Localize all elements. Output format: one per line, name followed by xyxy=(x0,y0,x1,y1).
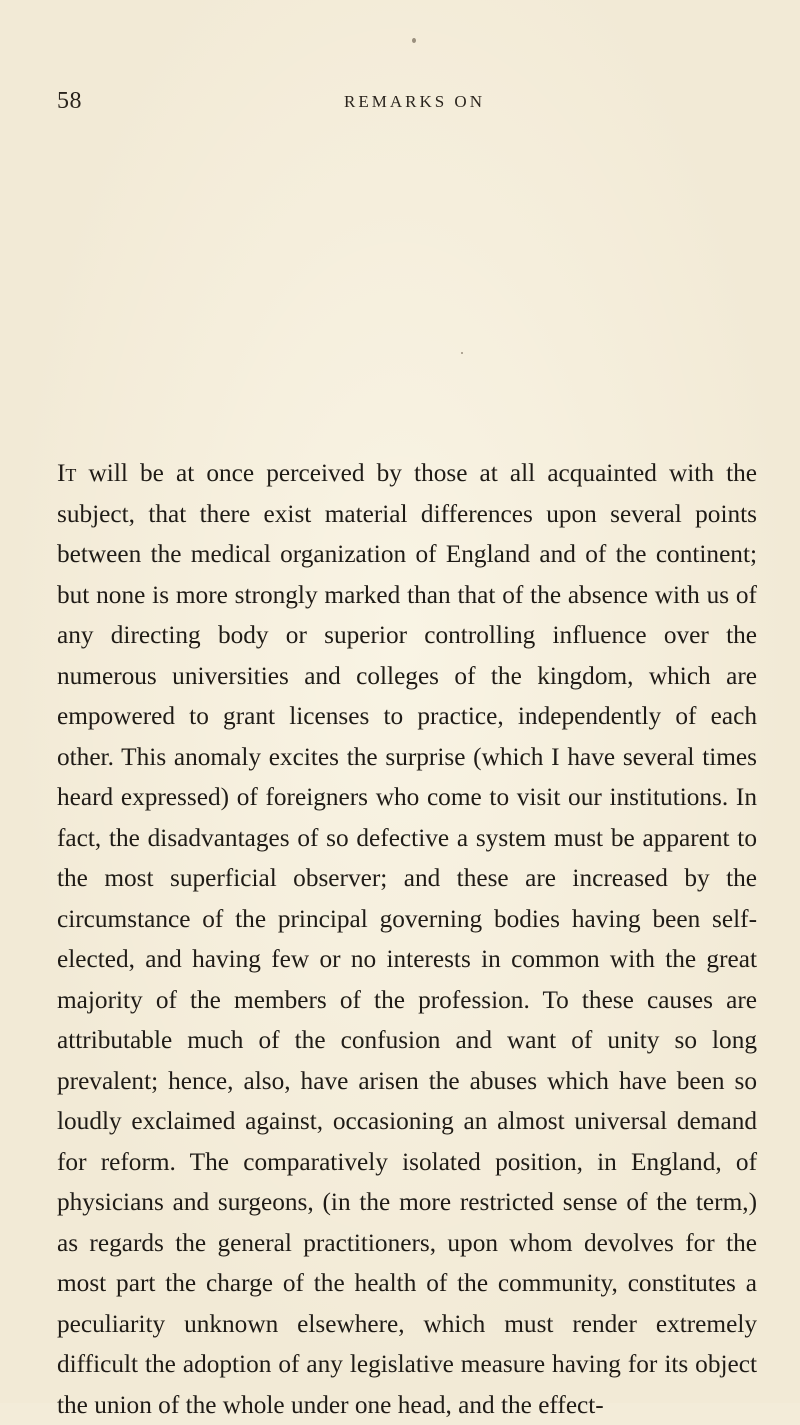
lead-word: It xyxy=(57,459,77,487)
paper-speck xyxy=(461,352,463,354)
body-paragraph xyxy=(57,453,757,1425)
paper-speck xyxy=(412,38,416,43)
page-number: 58 xyxy=(57,88,82,114)
running-head: REMARKS ON xyxy=(344,92,485,111)
paragraph-text: will be at once perceived by those at all acquainted with the subject, that there exist material differences upon several points between the medical organization of England and of the continent; but none is more strongly marked than that of the absence with us of any directing body or superior controlling influence over the numerous universities and colleges of the kingdom, which are empowered to grant licenses to practice, independently of each other. This anomaly excites the surprise (which I have several times heard expressed) of foreigners who come to visit our institutions. In fact, the disadvantages of so defective a system must be apparent to the most superficial observer; and these are increased by the circumstance of the principal governing bodies having been self-elected, and having few or no interests in common with the great majority of the members of the profession. To these causes are attributable much of the confusion and want of unity so long prevalent; hence, also, have arisen the abuses which have been so loudly exclaimed against, occasioning an almost universal demand for reform. The comparatively isolated position, in England, of physicians and surgeons, (in the more restricted sense of the term,) as regards the general practitioners, upon whom devolves for the most part the charge of the health of the community, constitutes a peculiarity unknown elsewhere, which must render extremely difficult the adoption of any legislative measure having for its object the union of the whole under one head, and the effect- xyxy=(57,459,757,1419)
